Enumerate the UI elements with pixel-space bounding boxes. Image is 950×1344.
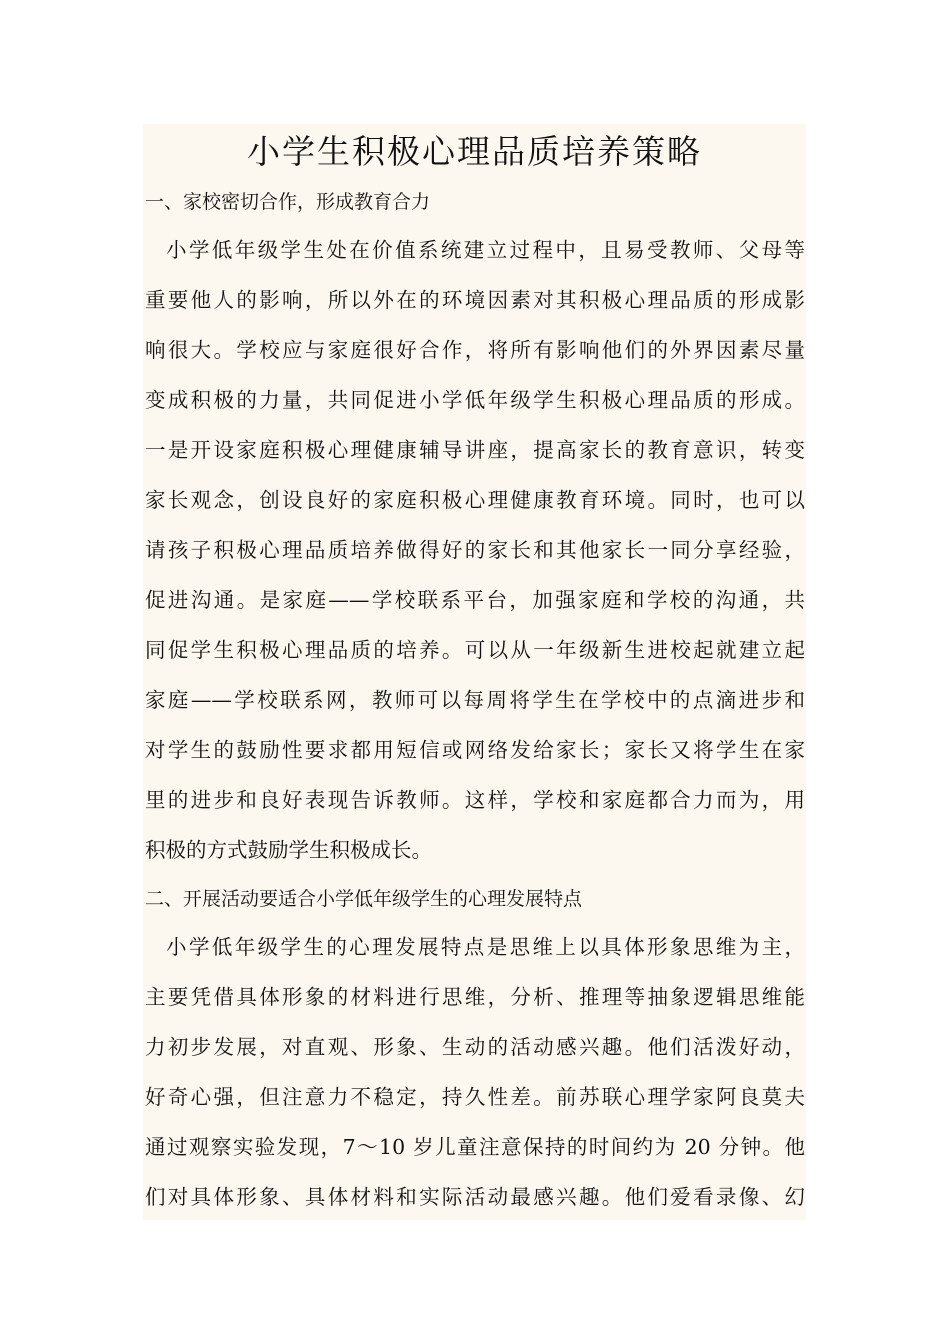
text-line: 们对具体形象、具体材料和实际活动最感兴趣。他们爱看录像、幻 (145, 1185, 805, 1209)
text-line: 里的进步和良好表现告诉教师。这样，学校和家庭都合力而为，用 (145, 788, 805, 812)
text-line: 家长观念，创设良好的家庭积极心理健康教育环境。同时，也可以 (145, 488, 805, 512)
text-line: 小学低年级学生的心理发展特点是思维上以具体形象思维为主， (166, 935, 805, 959)
text-line: 家庭——学校联系网，教师可以每周将学生在学校中的点滴进步和 (145, 688, 805, 712)
text-line: 同促学生积极心理品质的培养。可以从一年级新生进校起就建立起 (145, 638, 805, 662)
text-line: 力初步发展，对直观、形象、生动的活动感兴趣。他们活泼好动， (145, 1035, 805, 1059)
text-line: 对学生的鼓励性要求都用短信或网络发给家长；家长又将学生在家 (145, 738, 805, 762)
text-line: 通过观察实验发现，7～10 岁儿童注意保持的时间约为 20 分钟。他 (145, 1135, 805, 1159)
text-line: 重要他人的影响，所以外在的环境因素对其积极心理品质的形成影 (145, 288, 805, 312)
text-line: 小学低年级学生处在价值系统建立过程中，且易受教师、父母等 (166, 238, 805, 262)
section-heading-1: 一、家校密切合作，形成教育合力 (145, 191, 431, 213)
text-line: 主要凭借具体形象的材料进行思维，分析、推理等抽象逻辑思维能 (145, 985, 805, 1009)
text-line: 一是开设家庭积极心理健康辅导讲座，提高家长的教育意识，转变 (145, 438, 805, 462)
text-line: 请孩子积极心理品质培养做得好的家长和其他家长一同分享经验， (145, 538, 805, 562)
text-line: 响很大。学校应与家庭很好合作，将所有影响他们的外界因素尽量 (145, 338, 805, 362)
text-line: 变成积极的力量，共同促进小学低年级学生积极心理品质的形成。 (145, 388, 805, 412)
text-line: 促进沟通。是家庭——学校联系平台，加强家庭和学校的沟通，共 (145, 588, 805, 612)
document-title: 小学生积极心理品质培养策略 (247, 132, 702, 171)
document-page (143, 124, 806, 1220)
section-heading-2: 二、开展活动要适合小学低年级学生的心理发展特点 (145, 888, 583, 910)
text-line: 好奇心强，但注意力不稳定，持久性差。前苏联心理学家阿良莫夫 (145, 1085, 805, 1109)
text-line: 积极的方式鼓励学生积极成长。 (145, 838, 432, 862)
